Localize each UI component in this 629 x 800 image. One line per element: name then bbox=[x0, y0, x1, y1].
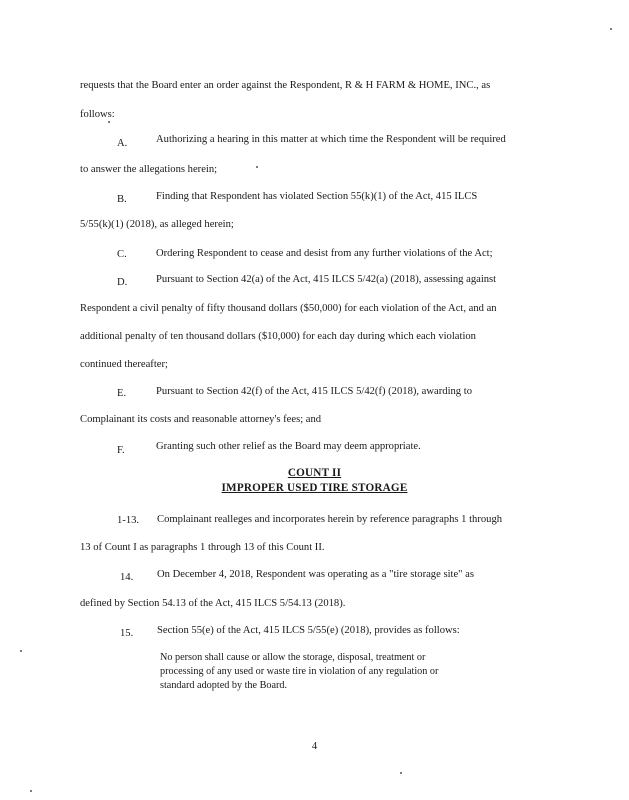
relief-item-d-line-3: additional penalty of ten thousand dollars ($10,000) for each day during which each violation bbox=[80, 331, 476, 342]
scan-speck bbox=[256, 166, 258, 168]
relief-item-a-line-1: Authorizing a hearing in this matter at which time the Respondent will be required bbox=[156, 134, 506, 145]
relief-item-d-line-4: continued thereafter; bbox=[80, 359, 168, 370]
paragraph-1-13-line-1: Complainant realleges and incorporates herein by reference paragraphs 1 through bbox=[157, 514, 503, 525]
relief-item-a-label: A. bbox=[117, 138, 128, 149]
scan-speck bbox=[108, 121, 110, 123]
relief-item-e-label: E. bbox=[117, 388, 127, 399]
paragraph-14-line-2: defined by Section 54.13 of the Act, 415 ILCS 5/54.13 (2018). bbox=[80, 598, 346, 609]
statute-quote-line-2: processing of any used or waste tire in violation of any regulation or bbox=[160, 666, 439, 677]
statute-quote-line-1: No person shall cause or allow the storage, disposal, treatment or bbox=[160, 652, 426, 663]
relief-item-f-line-1: Granting such other relief as the Board may deem appropriate. bbox=[156, 441, 421, 452]
paragraph-14-label: 14. bbox=[120, 572, 134, 583]
relief-item-c-line-1: Ordering Respondent to cease and desist from any further violations of the Act; bbox=[156, 248, 493, 259]
intro-line-1: requests that the Board enter an order against the Respondent, R & H FARM & HOME, INC., as bbox=[80, 80, 491, 91]
scan-speck bbox=[400, 772, 402, 774]
relief-item-b-label: B. bbox=[117, 194, 127, 205]
relief-item-d-line-1: Pursuant to Section 42(a) of the Act, 415 ILCS 5/42(a) (2018), assessing against bbox=[156, 274, 497, 285]
scan-speck bbox=[610, 28, 612, 30]
paragraph-1-13-line-2: 13 of Count I as paragraphs 1 through 13 of this Count II. bbox=[80, 542, 325, 553]
statute-quote-line-3: standard adopted by the Board. bbox=[160, 680, 288, 691]
relief-item-d-line-2: Respondent a civil penalty of fifty thousand dollars ($50,000) for each violation of the Act, and an bbox=[80, 303, 497, 314]
count-number-heading: COUNT II bbox=[287, 467, 342, 479]
relief-item-a-line-2: to answer the allegations herein; bbox=[80, 164, 218, 175]
scan-speck bbox=[30, 790, 32, 792]
relief-item-e-line-2: Complainant its costs and reasonable attorney's fees; and bbox=[80, 414, 322, 425]
relief-item-d-label: D. bbox=[117, 277, 128, 288]
relief-item-f-label: F. bbox=[117, 445, 125, 456]
paragraph-1-13-label: 1-13. bbox=[117, 515, 140, 526]
page-number: 4 bbox=[311, 741, 318, 752]
paragraph-15-label: 15. bbox=[120, 628, 134, 639]
count-title-heading: IMPROPER USED TIRE STORAGE bbox=[221, 482, 408, 494]
scan-speck bbox=[20, 650, 22, 652]
relief-item-b-line-1: Finding that Respondent has violated Section 55(k)(1) of the Act, 415 ILCS bbox=[156, 191, 478, 202]
relief-item-c-label: C. bbox=[117, 249, 127, 260]
relief-item-e-line-1: Pursuant to Section 42(f) of the Act, 415 ILCS 5/42(f) (2018), awarding to bbox=[156, 386, 472, 397]
relief-item-b-line-2: 5/55(k)(1) (2018), as alleged herein; bbox=[80, 219, 234, 230]
paragraph-14-line-1: On December 4, 2018, Respondent was operating as a "tire storage site" as bbox=[157, 569, 474, 580]
intro-line-2: follows: bbox=[80, 109, 115, 120]
paragraph-15-line-1: Section 55(e) of the Act, 415 ILCS 5/55(e) (2018), provides as follows: bbox=[157, 625, 460, 636]
